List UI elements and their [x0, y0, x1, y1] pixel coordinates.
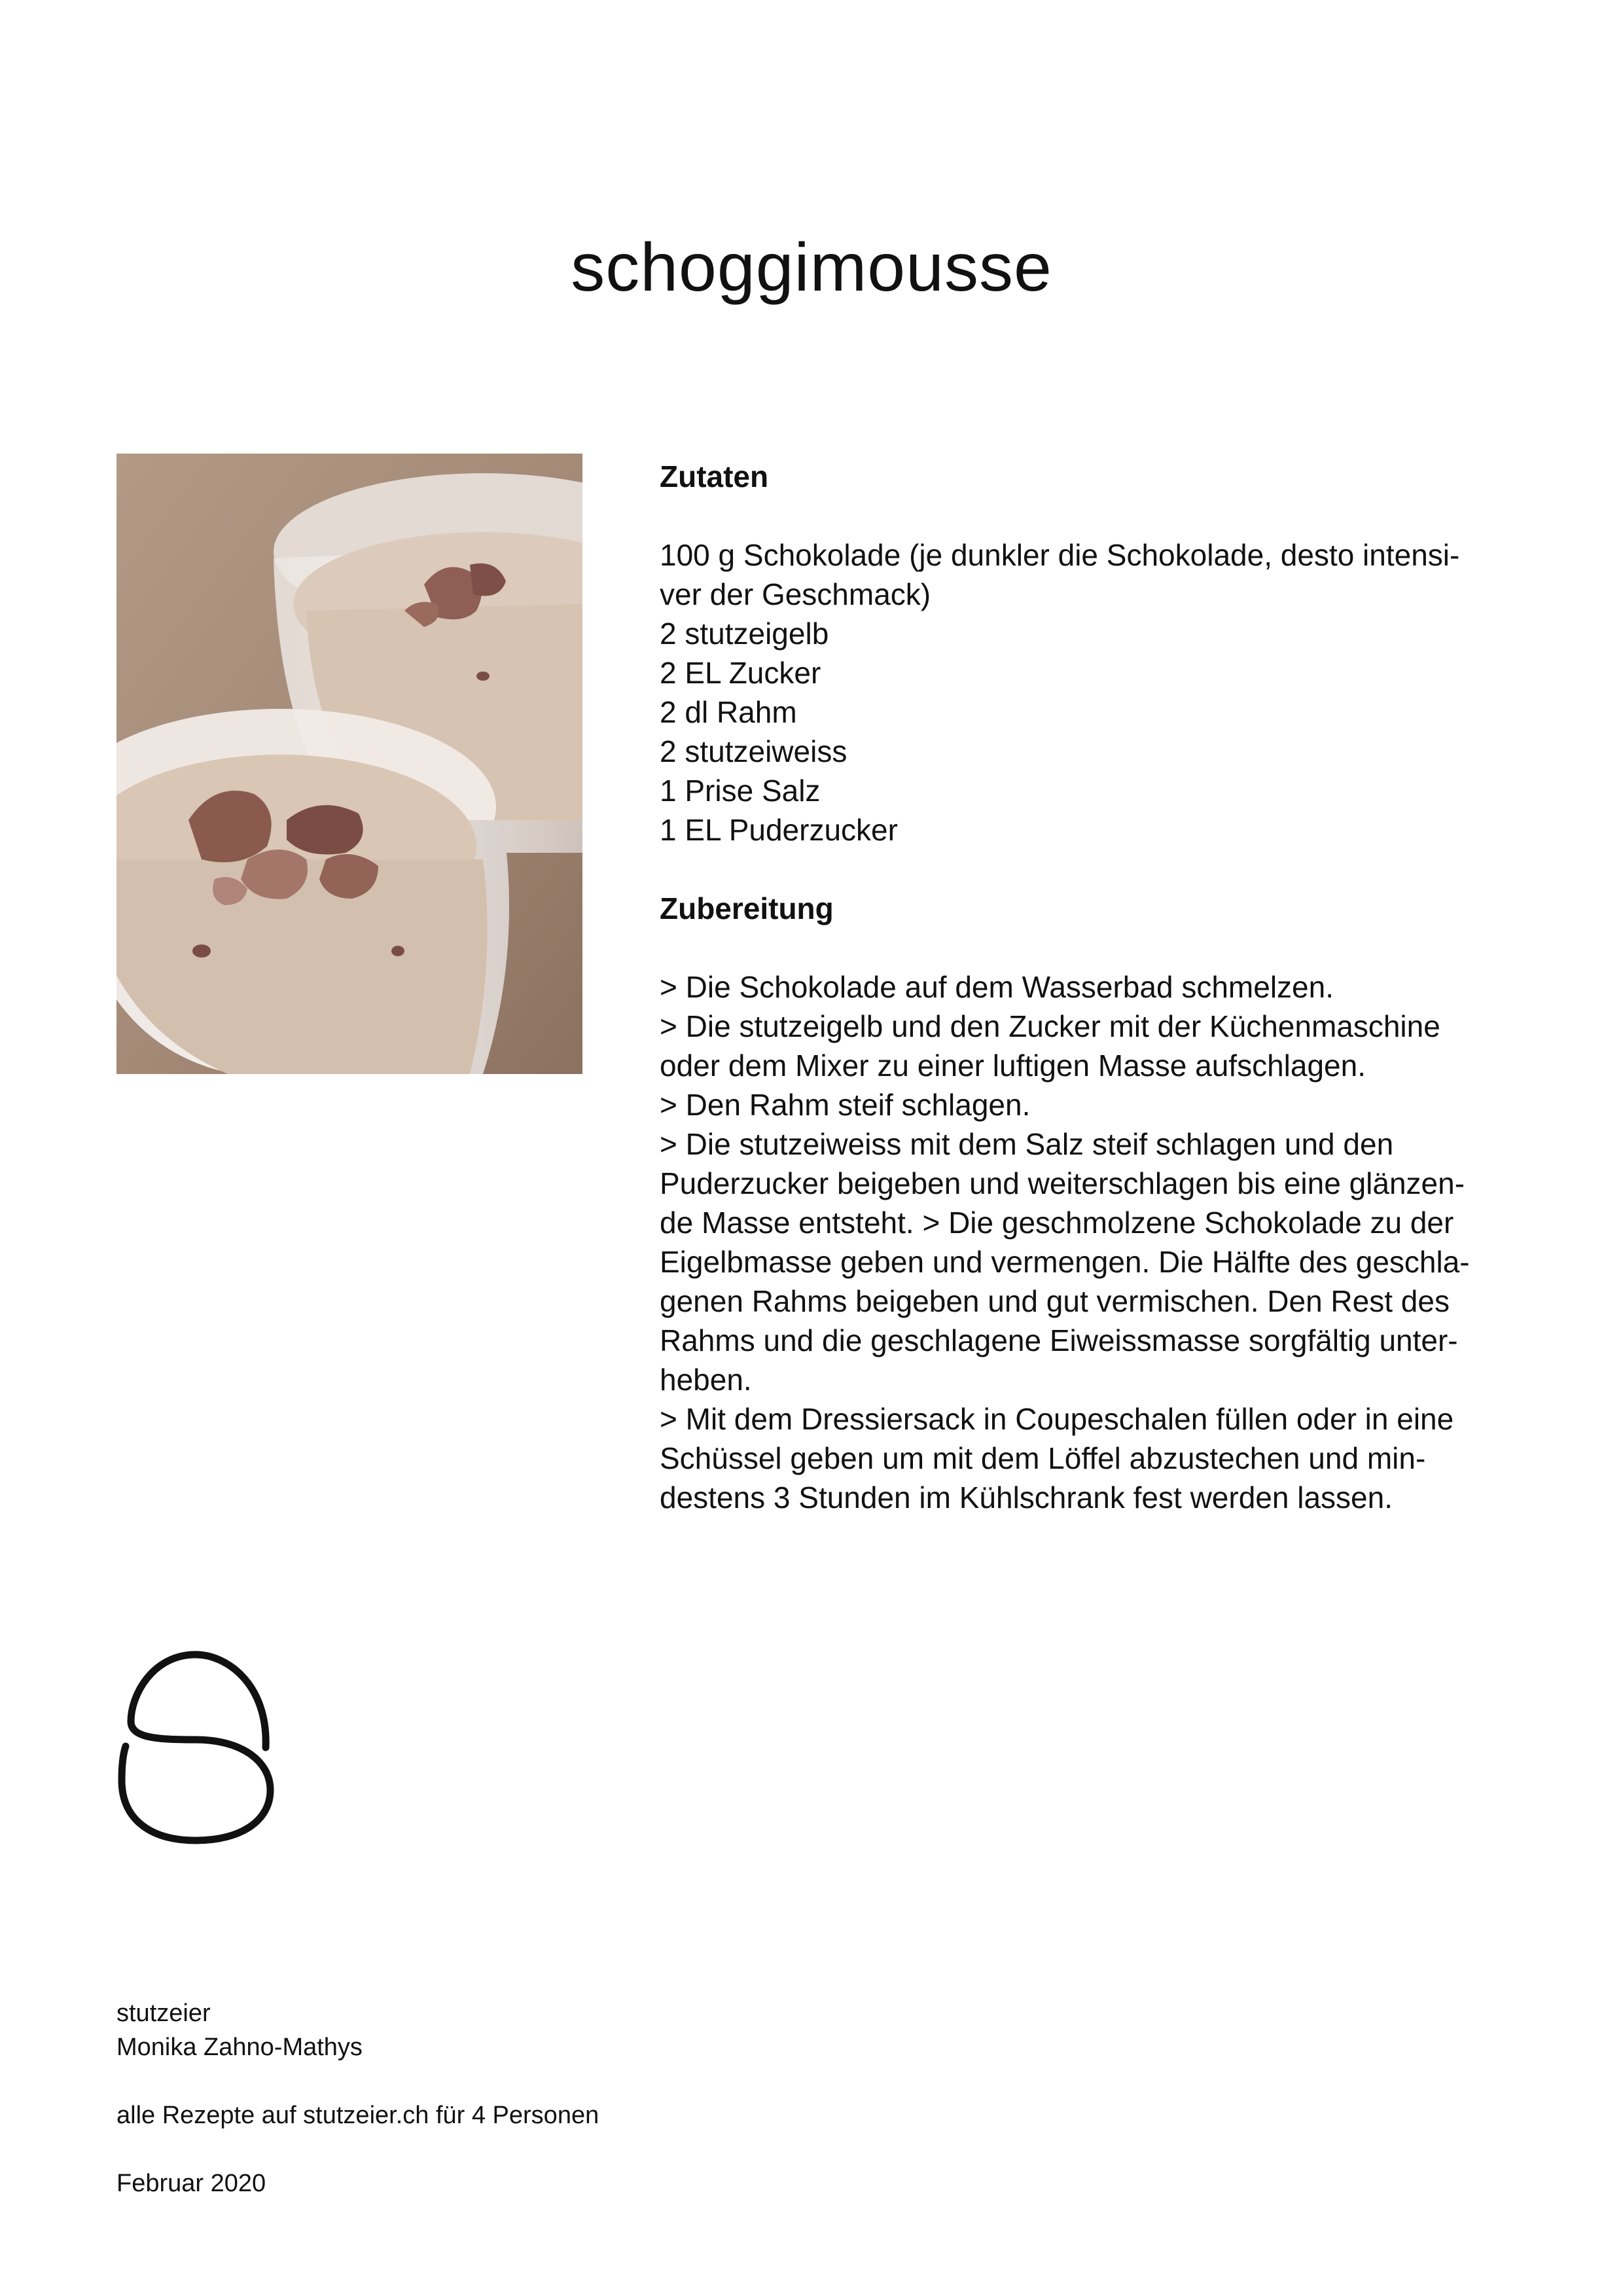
preparation-heading: Zubereitung [660, 891, 834, 925]
footer-author: Monika Zahno-Mathys [116, 2034, 363, 2061]
ingredient-line: 2 EL Zucker [660, 656, 821, 690]
chocolate-mousse-photo [116, 454, 582, 1074]
page-title: schoggimousse [571, 230, 1052, 306]
preparation-line: de Masse entsteht. > Die geschmolzene Schokolade zu der [660, 1206, 1454, 1240]
preparation-line: destens 3 Stunden im Kühlschrank fest werden lassen. [660, 1480, 1393, 1515]
ingredient-line: ver der Geschmack) [660, 577, 931, 611]
preparation-line: > Die Schokolade auf dem Wasserbad schmelzen. [660, 970, 1334, 1004]
ingredient-line: 2 stutzeiweiss [660, 734, 847, 768]
preparation-line: genen Rahms beigeben und gut vermischen. Den Rest des [660, 1284, 1450, 1318]
preparation-line: > Den Rahm steif schlagen. [660, 1088, 1031, 1122]
preparation-line: oder dem Mixer zu einer luftigen Masse aufschlagen. [660, 1049, 1366, 1083]
preparation-line: > Mit dem Dressiersack in Coupeschalen füllen oder in eine [660, 1402, 1454, 1436]
footer [116, 1996, 902, 2200]
ingredients-heading: Zutaten [660, 459, 769, 493]
ingredients-list [660, 535, 1524, 850]
preparation-line: > Die stutzeiweiss mit dem Salz steif schlagen und den [660, 1127, 1394, 1161]
mousse-illustration [116, 454, 582, 1074]
preparation-line: Schüssel geben um mit dem Löffel abzustechen und min- [660, 1441, 1426, 1475]
footer-date: Februar 2020 [116, 2170, 266, 2197]
ingredient-line: 1 EL Puderzucker [660, 813, 898, 847]
preparation-line: Puderzucker beigeben und weiterschlagen bis eine glänzen- [660, 1166, 1465, 1200]
preparation-line: Rahms und die geschlagene Eiweissmasse sorgfältig unter- [660, 1323, 1458, 1357]
footer-brand: stutzeier [116, 2000, 211, 2027]
stutzeier-s-logo-icon [116, 1649, 275, 1846]
preparation-text [660, 967, 1524, 1517]
preparation-line: Eigelbmasse geben und vermengen. Die Hälfte des geschla- [660, 1245, 1470, 1279]
preparation-line: > Die stutzeigelb und den Zucker mit der Küchenmaschine [660, 1009, 1440, 1043]
footer-note: alle Rezepte auf stutzeier.ch für 4 Personen [116, 2102, 599, 2129]
ingredient-line: 100 g Schokolade (je dunkler die Schokolade, desto intensi- [660, 538, 1460, 572]
recipe-content [660, 457, 1524, 1517]
ingredient-line: 2 stutzeigelb [660, 617, 829, 651]
ingredient-line: 1 Prise Salz [660, 774, 821, 808]
ingredient-line: 2 dl Rahm [660, 695, 797, 729]
preparation-line: heben. [660, 1363, 752, 1397]
